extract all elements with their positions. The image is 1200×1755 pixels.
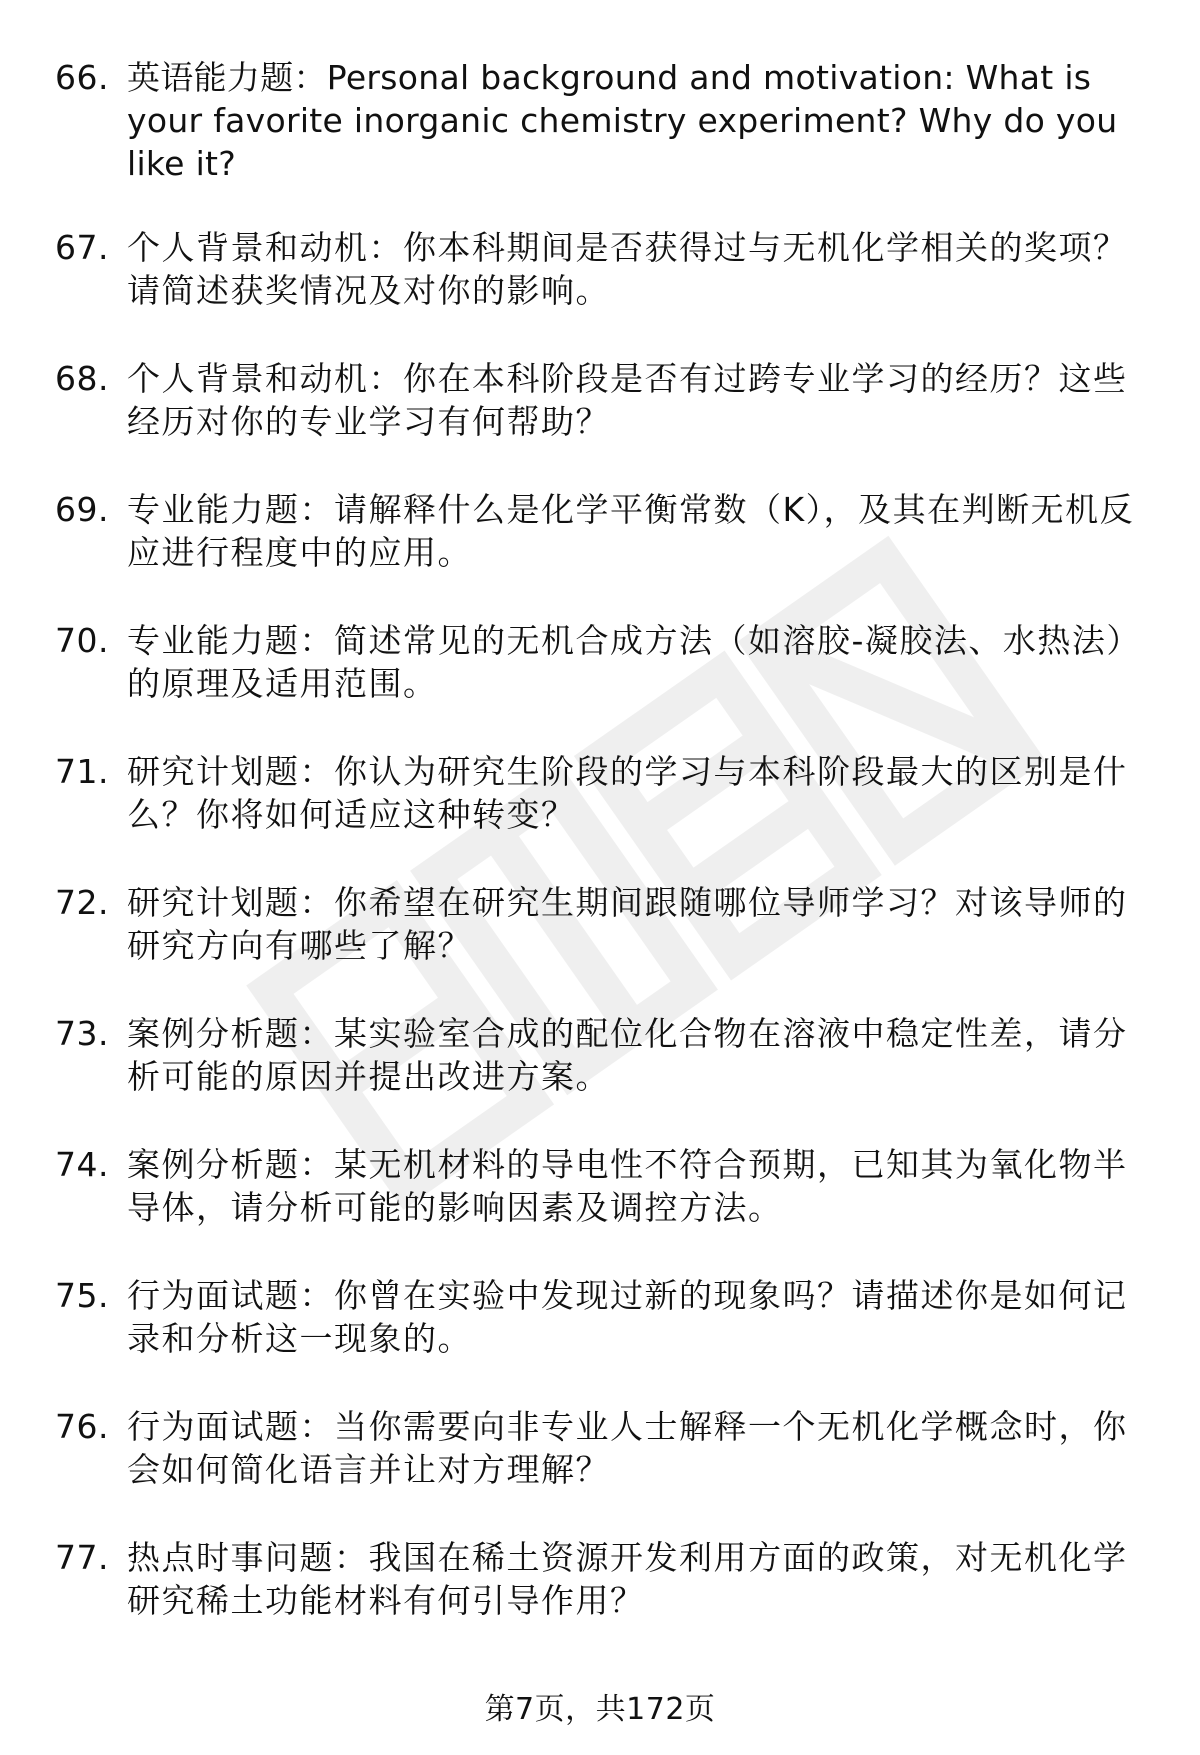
question-text: 案例分析题：某实验室合成的配位化合物在溶液中稳定性差，请分析可能的原因并提出改进方案。: [127, 1014, 1128, 1096]
question-item: [0, 881, 1200, 1012]
question-number: 69.: [55, 490, 109, 529]
question-list: [0, 56, 1200, 1667]
question-number: 75.: [55, 1276, 109, 1315]
question-number: 67.: [55, 228, 109, 267]
question-item: [0, 1012, 1200, 1143]
question-text: 个人背景和动机：你在本科阶段是否有过跨专业学习的经历？这些经历对你的专业学习有何帮助？: [127, 359, 1128, 441]
question-text: 行为面试题：你曾在实验中发现过新的现象吗？请描述你是如何记录和分析这一现象的。: [127, 1276, 1128, 1358]
question-item: [0, 1274, 1200, 1405]
question-item: [0, 1536, 1200, 1667]
question-text: 案例分析题：某无机材料的导电性不符合预期，已知其为氧化物半导体，请分析可能的影响因素及调控方法。: [127, 1145, 1128, 1227]
question-text: 个人背景和动机：你本科期间是否获得过与无机化学相关的奖项？请简述获奖情况及对你的影响。: [127, 228, 1128, 310]
question-number: 76.: [55, 1407, 109, 1446]
question-item: [0, 1405, 1200, 1536]
question-item: [0, 488, 1200, 619]
question-item: [0, 1143, 1200, 1274]
question-number: 68.: [55, 359, 109, 398]
question-text: 研究计划题：你认为研究生阶段的学习与本科阶段最大的区别是什么？你将如何适应这种转变？: [127, 752, 1128, 834]
page-number-footer: 第7页，共172页: [484, 1692, 716, 1727]
question-item: [0, 357, 1200, 488]
question-item: [0, 619, 1200, 750]
question-item: [0, 750, 1200, 881]
question-number: 66.: [55, 58, 109, 97]
question-number: 77.: [55, 1538, 109, 1577]
question-text: 专业能力题：请解释什么是化学平衡常数（K），及其在判断无机反应进行程度中的应用。: [127, 490, 1135, 572]
question-number: 70.: [55, 621, 109, 660]
question-item: [0, 56, 1200, 226]
question-item: [0, 226, 1200, 357]
question-text: 英语能力题：Personal background and motivation: What is your favorite inorganic chemistry experiment? Why do you like it?: [127, 58, 1118, 183]
question-text: 行为面试题：当你需要向非专业人士解释一个无机化学概念时，你会如何简化语言并让对方理解？: [127, 1407, 1128, 1489]
question-text: 专业能力题：简述常见的无机合成方法（如溶胶-凝胶法、水热法）的原理及适用范围。: [127, 621, 1141, 703]
question-number: 73.: [55, 1014, 109, 1053]
question-number: 72.: [55, 883, 109, 922]
question-number: 74.: [55, 1145, 109, 1184]
question-number: 71.: [55, 752, 109, 791]
question-text: 热点时事问题：我国在稀土资源开发利用方面的政策，对无机化学研究稀土功能材料有何引导作用？: [127, 1538, 1128, 1620]
question-text: 研究计划题：你希望在研究生期间跟随哪位导师学习？对该导师的研究方向有哪些了解？: [127, 883, 1128, 965]
